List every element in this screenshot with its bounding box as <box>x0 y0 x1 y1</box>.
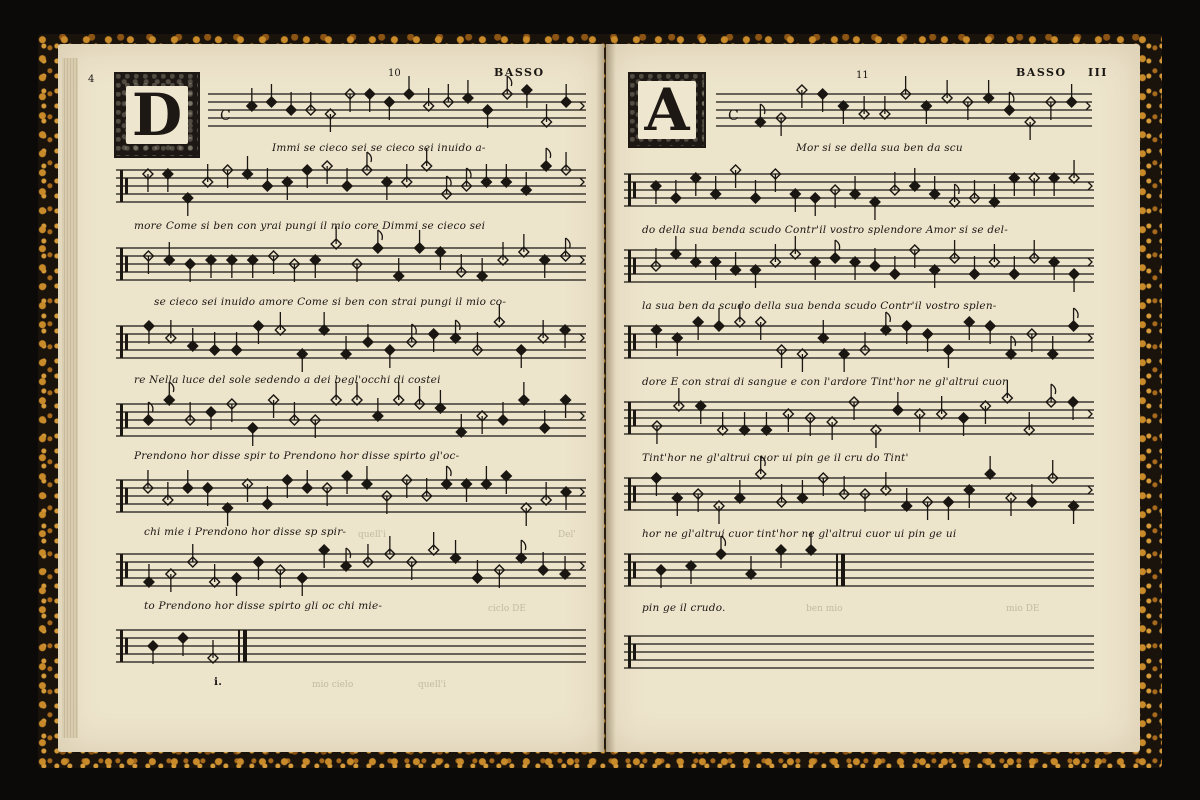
note-flag <box>546 148 551 158</box>
custos <box>1088 410 1092 418</box>
clef-mark <box>633 182 636 198</box>
lyric-line-2: do della sua benda scudo Contr'il vostro splendore Amor si se del- <box>642 224 1008 236</box>
note-flag <box>1011 336 1016 346</box>
clef-mark <box>628 326 631 358</box>
note-flag <box>886 312 891 322</box>
staff-7 <box>116 548 586 592</box>
clef-mark <box>125 562 128 578</box>
bleed-through-text: ciclo DE <box>488 604 526 614</box>
bleed-through-text: mio DE <box>1006 604 1040 614</box>
custos <box>580 488 584 496</box>
lyric-line-1: Mor si se della sua ben da scu <box>796 142 963 154</box>
clef-mark <box>633 562 636 578</box>
staff-4 <box>116 320 586 364</box>
clef-mark <box>120 248 123 280</box>
clef-mark <box>633 258 636 274</box>
note-flag <box>835 240 840 250</box>
clef-mark <box>120 404 123 436</box>
book-gutter <box>596 44 616 752</box>
page-header: BASSO <box>494 66 545 79</box>
clef-mark <box>125 488 128 504</box>
staff-6 <box>624 472 1094 516</box>
custos <box>580 256 584 264</box>
lyric-line-8: i. <box>214 676 223 688</box>
clef-mark <box>125 412 128 428</box>
corner-mark: III <box>1088 66 1108 79</box>
note-flag <box>760 104 765 114</box>
clef-mark <box>633 644 636 660</box>
c-clef: C <box>728 108 739 124</box>
clef-mark <box>633 486 636 502</box>
page-header: BASSO <box>1016 66 1067 79</box>
lyric-line-4: re Nella luce del sole sedendo a dei begl'occhi di costei <box>134 374 441 386</box>
left-page <box>58 44 604 752</box>
final-barline <box>238 630 240 662</box>
note-flag <box>521 540 526 550</box>
lyric-line-2: more Come si ben con yrai pungi il mio core Dimmi se cieco sei <box>134 220 486 232</box>
final-barline <box>836 554 838 586</box>
clef-mark <box>633 334 636 350</box>
clef-mark <box>628 174 631 206</box>
note-flag <box>1074 308 1079 318</box>
staff-2 <box>116 164 586 208</box>
custos <box>1088 258 1092 266</box>
clef-mark <box>120 630 123 662</box>
final-barline <box>243 630 247 662</box>
staff-3 <box>116 242 586 286</box>
lyric-line-3: se cieco sei inuido amore Come si ben con strai pungi il mio co- <box>154 296 507 308</box>
bleed-through-text: quell'i <box>418 680 446 690</box>
note-flag <box>566 238 571 248</box>
clef-mark <box>628 250 631 282</box>
decorated-initial-d: D <box>114 72 200 158</box>
custos <box>580 334 584 342</box>
page-edges <box>62 58 78 738</box>
note-flag <box>1051 384 1056 394</box>
custos <box>1088 334 1092 342</box>
clef-mark <box>628 402 631 434</box>
lyric-line-3: la sua ben da scudo della sua benda scudo Contr'il vostro splen- <box>642 300 997 312</box>
custos <box>580 562 584 570</box>
note-flag <box>456 320 461 330</box>
staff-6 <box>116 474 586 518</box>
bleed-through-text: mio cielo <box>312 680 354 690</box>
bleed-through-text: quell'i <box>358 530 386 540</box>
clef-mark <box>628 554 631 586</box>
staff-5 <box>116 398 586 442</box>
corner-mark: 4 <box>88 74 95 85</box>
clef-mark <box>120 326 123 358</box>
clef-mark <box>120 170 123 202</box>
bleed-through-text: ben mio <box>806 604 843 614</box>
custos <box>1088 486 1092 494</box>
staff-4 <box>624 320 1094 364</box>
clef-mark <box>633 410 636 426</box>
lyric-line-5: Tint'hor ne gl'altrui cuor ui pin ge il cru do Tint' <box>642 452 909 464</box>
c-clef: C <box>220 108 231 124</box>
lyric-line-6: hor ne gl'altrui cuor tint'hor ne gl'altrui cuor ui pin ge ui <box>642 528 957 540</box>
right-page <box>606 44 1140 752</box>
staff-2 <box>624 168 1094 212</box>
staff-7-final <box>624 548 1094 592</box>
clef-mark <box>628 478 631 510</box>
staff-8-final <box>116 624 586 668</box>
clef-mark <box>125 334 128 350</box>
note-flag <box>447 466 452 476</box>
custos <box>580 412 584 420</box>
staff-1 <box>716 88 1092 132</box>
staff-5 <box>624 396 1094 440</box>
page-number: 10 <box>388 68 401 79</box>
clef-mark <box>125 638 128 654</box>
custos <box>1088 182 1092 190</box>
staff-3 <box>624 244 1094 288</box>
bleed-through-text: Del' <box>558 530 576 540</box>
lyric-line-4: dore E con strai di sangue e con l'ardore Tint'hor ne gl'altrui cuor <box>642 376 1008 388</box>
lyric-line-5: Prendono hor disse spir to Prendono hor disse spirto gl'oc- <box>134 450 460 462</box>
clef-mark <box>628 636 631 668</box>
clef-mark <box>125 256 128 272</box>
lyric-line-6: chi mie i Prendono hor disse sp spir- <box>144 526 347 538</box>
lyric-line-1: Immi se cieco sei se cieco sei inuido a- <box>272 142 486 154</box>
lyric-line-7: to Prendono hor disse spirto gli oc chi mie- <box>144 600 383 612</box>
staff-1 <box>208 88 586 132</box>
blank-staff <box>624 630 1094 674</box>
decorated-initial-a: A <box>628 72 706 148</box>
note-flag <box>346 548 351 558</box>
custos <box>1086 102 1090 110</box>
page-number: 11 <box>856 70 869 81</box>
custos <box>580 102 584 110</box>
note-flag <box>955 184 960 194</box>
lyric-line-7: pin ge il crudo. <box>642 602 726 614</box>
clef-mark <box>120 480 123 512</box>
custos <box>580 178 584 186</box>
clef-mark <box>120 554 123 586</box>
final-barline <box>841 554 845 586</box>
clef-mark <box>125 178 128 194</box>
